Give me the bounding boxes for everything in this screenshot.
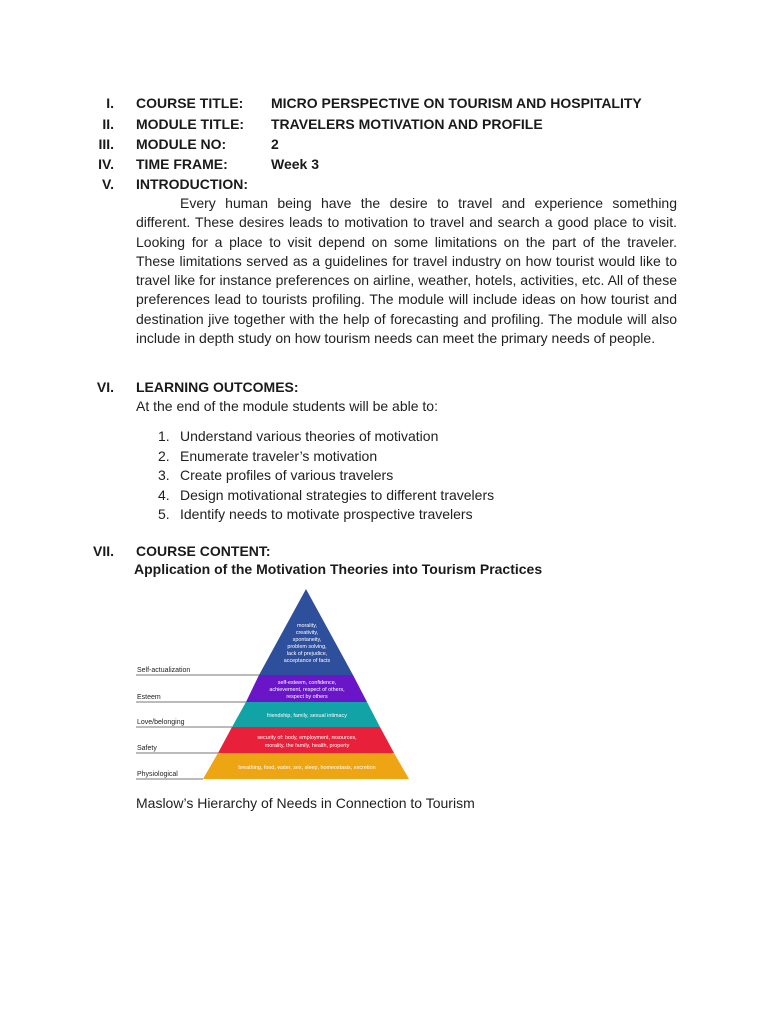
roman-numeral: I. bbox=[106, 95, 114, 111]
physiological-line: breathing, food, water, sex, sleep, homeostasis, excretion bbox=[238, 765, 376, 771]
course-content-heading: COURSE CONTENT: bbox=[136, 543, 271, 559]
level-label-safety: Safety bbox=[137, 745, 157, 752]
course-content-subheading: Application of the Motivation Theories into Tourism Practices bbox=[134, 561, 543, 577]
list-item: 4. Design motivational strategies to different travelers bbox=[158, 486, 495, 503]
list-item: 5. Identify needs to motivate prospective travelers bbox=[158, 506, 473, 522]
level-label-love-belonging: Love/belonging bbox=[137, 719, 185, 726]
maslow-pyramid-figure bbox=[135, 588, 411, 782]
self-actualization-line: spontaneity, bbox=[292, 637, 322, 643]
self-actualization-line: morality, bbox=[297, 623, 317, 629]
roman-numeral: VII. bbox=[92, 543, 114, 559]
esteem-line: achievement, respect of others, bbox=[269, 687, 345, 693]
figure-caption: Maslow’s Hierarchy of Needs in Connection to Tourism bbox=[136, 795, 475, 811]
level-label-self-actualization: Self-actualization bbox=[137, 667, 191, 674]
list-item: 2. Enumerate traveler’s motivation bbox=[158, 447, 378, 464]
course-title-value: MICRO PERSPECTIVE ON TOURISM AND HOSPITALITY bbox=[271, 95, 642, 111]
time-frame-value: Week 3 bbox=[271, 156, 319, 172]
course-title-label: COURSE TITLE: bbox=[136, 95, 244, 111]
time-frame-label: TIME FRAME: bbox=[136, 156, 228, 172]
introduction-heading: INTRODUCTION: bbox=[136, 176, 248, 192]
module-title-label: MODULE TITLE: bbox=[136, 116, 245, 132]
esteem-line: self-esteem, confidence, bbox=[277, 680, 337, 686]
module-no-value: 2 bbox=[271, 136, 279, 152]
roman-numeral: III. bbox=[98, 136, 114, 152]
introduction-text: Every human being have the desire to travel and experience something different. These desires leads to motivation to travel and search a good place to visit. Looking for a place to visit depend on some limitations on the part of the traveler. These limitations served as a guidelines for travel industry on how tourist would like to travel like for instance preferences on airline, weather, hotels, activities, etc. All of these preferences lead to tourists profiling. The module will include ideas on how tourist and destination jive together with the help of forecasting and profiling. The module will also include in depth study on how tourism needs can meet the primary needs of people. bbox=[136, 195, 677, 347]
safety-line: morality, the family, health, property bbox=[264, 743, 350, 749]
love-belonging-line: friendship, family, sexual intimacy bbox=[267, 713, 347, 719]
roman-numeral: IV. bbox=[98, 156, 114, 172]
safety-line: security of: body, employment, resources, bbox=[257, 735, 357, 741]
level-label-physiological: Physiological bbox=[137, 771, 178, 778]
learning-outcomes-lead: At the end of the module students will be able to: bbox=[136, 398, 438, 414]
roman-numeral: II. bbox=[102, 116, 114, 132]
list-item: 3. Create profiles of various travelers bbox=[158, 467, 394, 483]
self-actualization-line: lack of prejudice, bbox=[286, 651, 328, 657]
learning-outcomes-heading: LEARNING OUTCOMES: bbox=[136, 379, 299, 395]
self-actualization-line: problem solving, bbox=[287, 644, 327, 650]
module-no-label: MODULE NO: bbox=[136, 136, 227, 152]
learning-outcomes-list bbox=[158, 427, 494, 525]
self-actualization-line: acceptance of facts bbox=[283, 658, 331, 664]
list-item: 1. Understand various theories of motivation bbox=[158, 428, 439, 444]
introduction-paragraph bbox=[136, 194, 677, 348]
module-title-value: TRAVELERS MOTIVATION AND PROFILE bbox=[271, 116, 543, 132]
esteem-line: respect by others bbox=[286, 694, 328, 700]
self-actualization-line: creativity, bbox=[295, 630, 319, 636]
level-label-esteem: Esteem bbox=[137, 694, 161, 701]
roman-numeral: V. bbox=[102, 176, 114, 192]
roman-numeral: VI. bbox=[96, 379, 114, 395]
